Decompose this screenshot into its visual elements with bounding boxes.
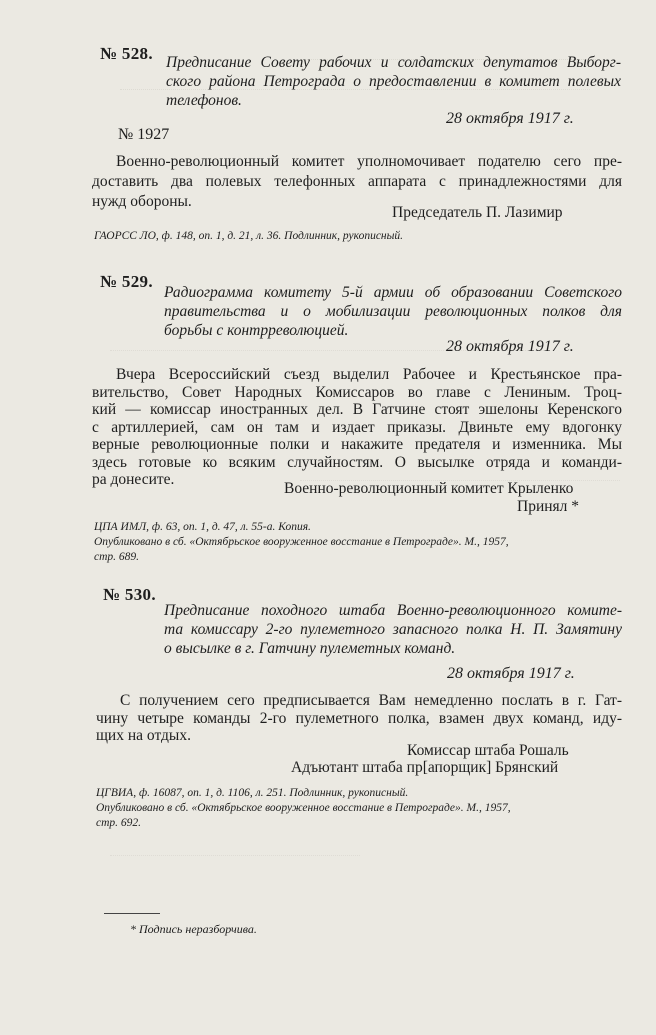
document-date: 28 октября 1917 г.: [446, 338, 574, 355]
footnote-divider: [104, 913, 160, 914]
document-body: Военно-революционный комитет уполномочивает подателю сего пре- доставить два полевых телефонных аппарата с принадлежностями для нужд обороны.: [92, 153, 622, 210]
document-body: С получением сего предписывается Вам немедленно послать в г. Гат- чину четыре команды 2-го пулеметного полка, взамен двух команд, иду- щих на отдых.: [96, 692, 622, 744]
footnote: * Подпись неразборчива.: [130, 922, 257, 936]
document-date: 28 октября 1917 г.: [447, 665, 575, 682]
signature: Комиссар штаба Рошаль: [407, 742, 569, 759]
document-date: 28 октября 1917 г.: [446, 110, 574, 127]
archive-source: ЦПА ИМЛ, ф. 63, оп. 1, д. 47, л. 55-а. Копия. Опубликовано в сб. «Октябрьское вооруженное восстание в Петрограде». М., 1957, стр. 689.: [94, 521, 509, 563]
signature: Адъютант штаба пр[апорщик] Брянский: [291, 759, 559, 776]
document-title: Радиограмма комитету 5-й армии об образовании Советского правительства и о мобилизации революционных полков для борьбы с контрреволюцией.: [164, 284, 622, 339]
document-number: № 528.: [100, 44, 153, 63]
received-by: Принял *: [517, 498, 580, 515]
archive-source: ГАОРСС ЛО, ф. 148, оп. 1, д. 21, л. 36. Подлинник, рукописный.: [94, 230, 404, 242]
signature: Председатель П. Лазимир: [392, 204, 563, 221]
document-body: Вчера Всероссийский съезд выделил Рабочее и Крестьянское пра- вительство, Совет Народных Комиссаров во главе с Лениным. Троц- кий — комиссар иностранных дел. В Гатчине стоят эшелоны Керенского с артиллерией, сам он там и издает приказы. Двиньте ему вдогонку верные революционные полки и накажите предателя и изменника. Мы здесь готовые ко всяким случайностям. О высылке отряда и команди- ра донесите.: [92, 366, 622, 488]
archive-source: ЦГВИА, ф. 16087, оп. 1, д. 1106, л. 251. Подлинник, рукописный. Опубликовано в сб. «Октябрьское вооруженное восстание в Петрограде». М., 1957, стр. 692.: [96, 787, 511, 829]
document-title: Предписание Совету рабочих и солдатских депутатов Выборг- ского района Петрограда о предоставлении в комитет полевых телефонов.: [166, 54, 621, 109]
document-number: № 530.: [103, 585, 156, 604]
signature: Военно-революционный комитет Крыленко: [284, 480, 574, 497]
document-title: Предписание походного штаба Военно-революционного комите- та комиссару 2-го пулеметного запасного полка Н. П. Замятину о высылке в г. Гатчину пулеметных команд.: [164, 602, 622, 657]
document-ref-number: № 1927: [118, 126, 170, 143]
bleed-through: [110, 845, 360, 856]
document-number: № 529.: [100, 272, 153, 291]
